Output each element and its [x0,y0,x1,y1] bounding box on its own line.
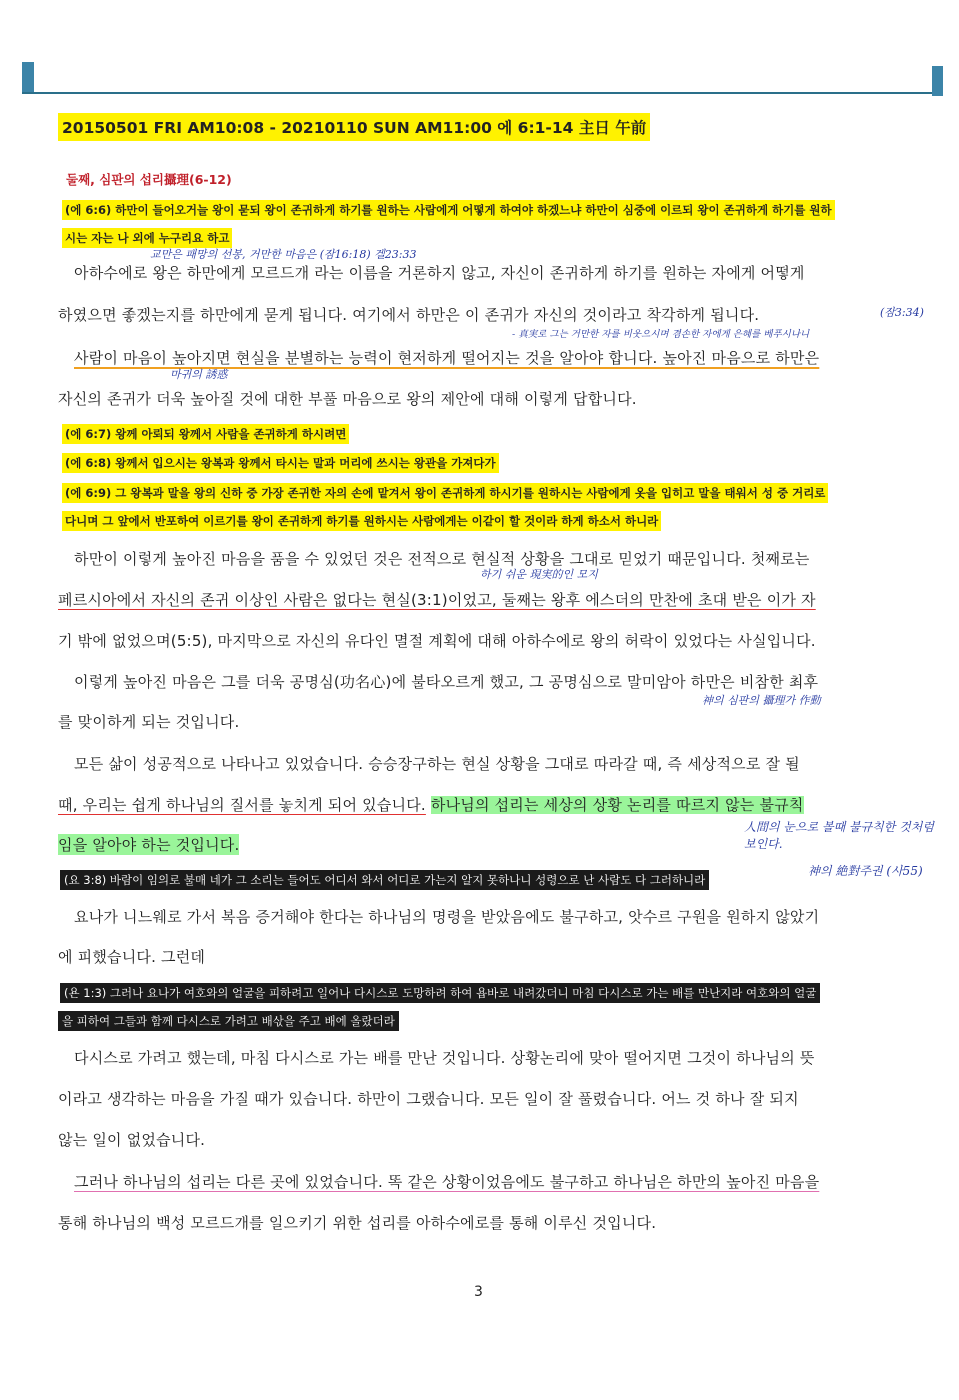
handwritten-note-4: 마귀의 誘惑 [170,368,228,381]
body-line-16: 이라고 생각하는 마음을 가질 때가 있습니다. 하만이 그랬습니다. 모든 일이 잘 풀렸습니다. 어느 것 하나 잘 되지 [58,1090,799,1108]
verse-esther-6-9-line1: (에 6:9) 그 왕복과 말을 왕의 신하 중 가장 존귀한 자의 손에 맡겨서 왕이 존귀하게 하시기를 원하시는 사람에게 옷을 입히고 말을 태워서 성 중 거리로 [62,483,828,503]
body-line-8: 이렇게 높아진 마음은 그를 더욱 공명심(功名心)에 불타오르게 했고, 그 공명심으로 말미암아 하만은 비참한 최후 [74,673,819,691]
verse-esther-6-8: (에 6:8) 왕께서 입으시는 왕복과 왕께서 타시는 말과 머리에 쓰시는 왕관을 가져다가 [62,453,499,473]
handwritten-note-8: 神의 絶對주권 (사55) [808,864,923,878]
header-tab-left [22,62,34,94]
handwritten-note-2: (잠3:34) [880,306,924,319]
handwritten-note-7: 人間의 눈으로 볼때 불규칙한 것처럼 보인다. [744,820,934,851]
body-line-18: 그러나 하나님의 섭리는 다른 곳에 있었습니다. 똑 같은 상황이었음에도 불구하고 하나님은 하만의 높아진 마음을 [74,1173,820,1191]
handwritten-note-1: 교만은 패망의 선봉, 거만한 마음은 (잠16:18) 겔23:33 [150,248,417,261]
verse-john-3-8: (요 3:8) 바람이 임의로 불매 네가 그 소리는 들어도 어디서 와서 어디로 가는지 알지 못하나니 성령으로 난 사람도 다 그러하니라 [60,870,709,890]
handwritten-note-5: 하기 쉬운 現実的인 모지 [480,568,598,581]
body-line-2: 하였으면 좋겠는지를 하만에게 묻게 됩니다. 여기에서 하만은 이 존귀가 자신의 것이라고 착각하게 됩니다. [58,306,760,324]
verse-jonah-1-3-line1: (욘 1:3) 그러나 요나가 여호와의 얼굴을 피하려고 일어나 다시스로 도망하려 하여 욥바로 내려갔더니 마침 다시스로 가는 배를 만난지라 여호와의 얼굴 [60,983,820,1003]
body-line-7: 기 밖에 없었으며(5:5), 마지막으로 자신의 유다인 멸절 계획에 대해 아하수에로 왕의 허락이 있었다는 사실입니다. [58,632,816,650]
verse-esther-6-6-line2: 시는 자는 나 외에 누구리요 하고 [62,228,232,248]
body-line-6: 페르시아에서 자신의 존귀 이상인 사람은 없다는 현실(3:1)이었고, 둘째는 왕후 에스더의 만찬에 초대 받은 이가 자 [58,591,816,609]
header-rule [22,92,942,94]
handwritten-note-6: 神의 심판의 攝理가 作動 [702,694,821,707]
body-line-4: 자신의 존귀가 더욱 높아질 것에 대한 부풀 마음으로 왕의 제안에 대해 이렇게 답합니다. [58,390,637,408]
handwritten-note-3: - 真実로 그는 거만한 자를 비웃으시며 겸손한 자에게 은혜를 베푸시나니 [512,329,810,340]
body-line-14: 에 피했습니다. 그런데 [58,948,206,966]
body-line-9: 를 맞이하게 되는 것입니다. [58,713,240,731]
body-line-15: 다시스로 가려고 했는데, 마침 다시스로 가는 배를 만난 것입니다. 상황논리에 맞아 떨어지면 그것이 하나님의 뜻 [74,1049,815,1067]
page-title: 20150501 FRI AM10:08 - 20210110 SUN AM11:00 에 6:1-14 主日 午前 [58,113,650,141]
body-line-11-part2: 하나님의 섭리는 세상의 상황 논리를 따르지 않는 불규칙 [430,796,804,814]
body-line-11 [58,794,804,815]
verse-esther-6-9-line2: 다니며 그 앞에서 반포하여 이르기를 왕이 존귀하게 하기를 원하시는 사람에게는 이같이 할 것이라 하게 하소서 하니라 [62,511,661,531]
body-line-17: 않는 일이 없었습니다. [58,1131,206,1149]
body-line-11-part1: 때, 우리는 쉽게 하나님의 질서를 놓치게 되어 있습니다. [58,796,426,814]
body-line-19: 통해 하나님의 백성 모르드개를 일으키기 위한 섭리를 아하수에로를 통해 이루신 것입니다. [58,1214,657,1232]
page-number: 3 [474,1284,483,1300]
body-line-5: 하만이 이렇게 높아진 마음을 품을 수 있었던 것은 전적으로 현실적 상황을 그대로 믿었기 때문입니다. 첫째로는 [74,550,810,568]
verse-esther-6-6-line1: (에 6:6) 하만이 들어오거늘 왕이 묻되 왕이 존귀하게 하기를 원하는 사람에게 어떻게 하여야 하겠느냐 하만이 심중에 이르되 왕이 존귀하게 하기를 원하 [62,200,835,220]
body-line-12: 임을 알아야 하는 것입니다. [58,836,240,854]
body-line-3: 사람이 마음이 높아지면 현실을 분별하는 능력이 현저하게 떨어지는 것을 알아야 합니다. 높아진 마음으로 하만은 [74,349,820,367]
body-line-13: 요나가 니느웨로 가서 복음 증거해야 한다는 하나님의 명령을 받았음에도 불구하고, 앗수르 구원을 원하지 않았기 [74,908,820,926]
header-tab-right [932,66,943,96]
section-heading: 둘째, 심판의 섭리攝理(6-12) [66,172,232,187]
verse-jonah-1-3-line2: 을 피하여 그들과 함께 다시스로 가려고 배삯을 주고 배에 올랐더라 [58,1011,399,1031]
body-line-1: 아하수에로 왕은 하만에게 모르드개 라는 이름을 거론하지 않고, 자신이 존귀하게 하기를 원하는 자에게 어떻게 [74,264,805,282]
body-line-10: 모든 삶이 성공적으로 나타나고 있었습니다. 승승장구하는 현실 상황을 그대로 따라갈 때, 즉 세상적으로 잘 될 [74,755,800,773]
verse-esther-6-7: (에 6:7) 왕께 아뢰되 왕께서 사람을 존귀하게 하시려면 [62,424,349,444]
